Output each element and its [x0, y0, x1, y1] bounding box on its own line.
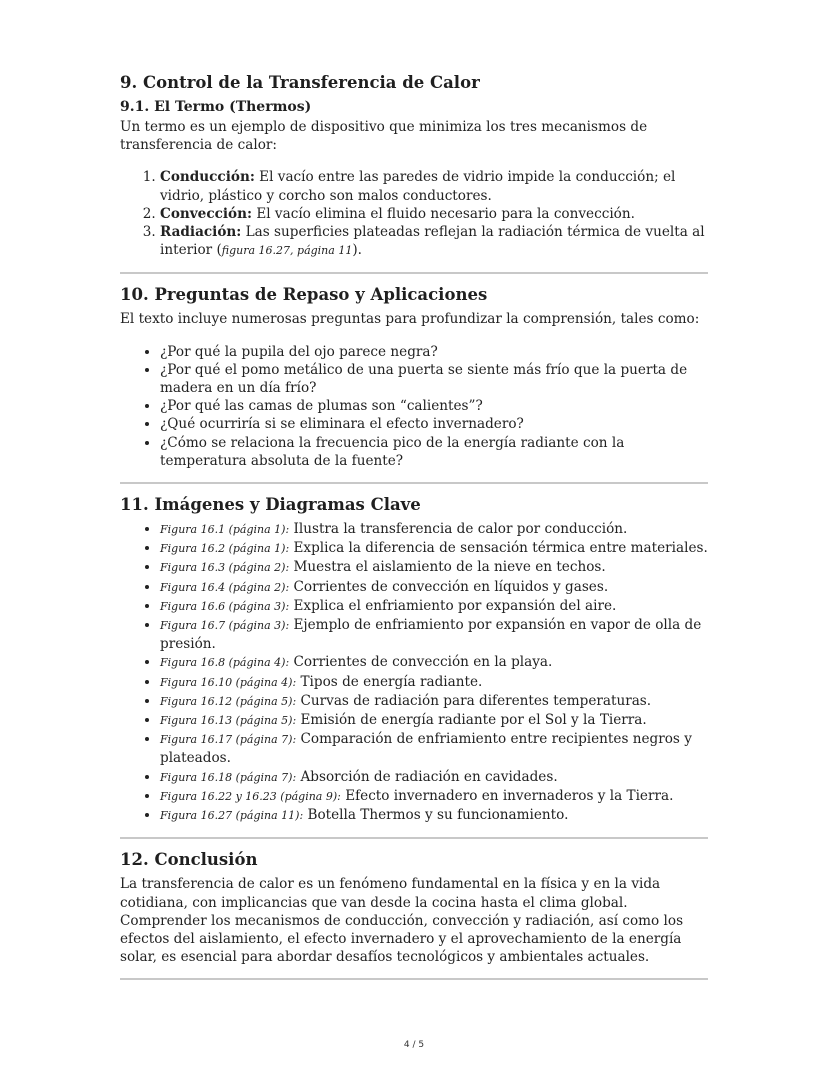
section-12	[120, 849, 708, 966]
figure-reference: Figura 16.27 (página 11):	[160, 809, 304, 823]
list-item	[160, 653, 708, 672]
list-item	[160, 768, 708, 787]
section-heading: 12. Conclusión	[120, 850, 258, 870]
list-item	[160, 692, 708, 711]
figure-reference: Figura 16.8 (página 4):	[160, 656, 290, 670]
item-text: Las superficies plateadas reflejan la radiación térmica de vuelta al interior (	[160, 224, 705, 259]
item-text: El vacío elimina el fluido necesario para la convección.	[252, 205, 635, 222]
item-label: Convección:	[160, 205, 253, 222]
item-text: Efecto invernadero en invernaderos y la Tierra.	[340, 787, 674, 804]
section-divider	[120, 978, 708, 980]
item-text: Muestra el aislamiento de la nieve en techos.	[289, 559, 606, 576]
paragraph: Un termo es un ejemplo de dispositivo que minimiza los tres mecanismos de transferencia de calor:	[120, 119, 648, 154]
item-text: Corrientes de convección en líquidos y gases.	[289, 578, 609, 595]
figure-reference: Figura 16.6 (página 3):	[160, 599, 290, 613]
section-heading: 10. Preguntas de Repaso y Aplicaciones	[120, 285, 488, 305]
figure-reference: Figura 16.13 (página 5):	[160, 714, 297, 728]
list-item	[160, 223, 708, 260]
figure-reference: Figura 16.18 (página 7):	[160, 770, 297, 784]
list-item	[160, 558, 708, 577]
figure-reference: Figura 16.22 y 16.23 (página 9):	[160, 789, 341, 803]
item-text: Tipos de energía radiante.	[296, 673, 483, 690]
figure-reference: Figura 16.1 (página 1):	[160, 523, 290, 537]
list-item	[160, 787, 708, 806]
list-item	[160, 520, 708, 539]
list-item	[160, 730, 708, 767]
list-item: • ¿Por qué las camas de plumas son “calientes”?	[160, 397, 708, 415]
list-item	[160, 168, 708, 204]
item-text: Absorción de radiación en cavidades.	[296, 768, 558, 785]
paragraph: La transferencia de calor es un fenómeno fundamental en la física y en la vida cotidiana, con implicancias que van desde la cocina hasta el clima global. Comprender los mecanismos de conducción, convección y radiación, así como los efectos del aislamiento, el efecto invernadero y el aprovechamiento de la energía solar, es esencial para abordar desafíos tecnológicos y ambientales actuales.	[120, 876, 684, 966]
figure-reference: Figura 16.2 (página 1):	[160, 542, 290, 556]
list-item	[160, 806, 708, 825]
list-item	[160, 578, 708, 597]
list-item	[160, 616, 708, 653]
section-9	[120, 72, 708, 260]
item-text: Curvas de radiación para diferentes temperaturas.	[296, 692, 652, 709]
item-text: Botella Thermos y su funcionamiento.	[303, 807, 569, 824]
figure-reference: Figura 16.7 (página 3):	[160, 619, 290, 633]
list-item: • ¿Por qué la pupila del ojo parece negra?	[160, 343, 708, 361]
item-text: Comparación de enfriamiento entre recipientes negros y plateados.	[160, 731, 692, 767]
figure-reference: Figura 16.3 (página 2):	[160, 561, 290, 575]
item-text: ).	[352, 242, 362, 259]
numbered-list	[120, 168, 708, 260]
section-10	[120, 284, 708, 470]
section-divider	[120, 272, 708, 274]
section-divider	[120, 482, 708, 484]
item-text: El vacío entre las paredes de vidrio impide la conducción; el vidrio, plástico y corcho son malos conductores.	[160, 169, 676, 204]
item-text: Explica la diferencia de sensación térmica entre materiales.	[289, 540, 708, 557]
section-heading: 9. Control de la Transferencia de Calor	[120, 73, 480, 92]
item-text: Corrientes de convección en la playa.	[289, 654, 553, 671]
figure-reference: Figura 16.4 (página 2):	[160, 580, 290, 594]
section-11	[120, 494, 708, 825]
figure-list	[120, 520, 708, 825]
figure-reference: figura 16.27, página 11	[221, 244, 353, 258]
figure-reference: Figura 16.10 (página 4):	[160, 675, 297, 689]
list-item	[160, 597, 708, 616]
item-label: Radiación:	[160, 224, 242, 241]
list-item: • ¿Qué ocurriría si se eliminara el efecto invernadero?	[160, 415, 708, 433]
list-item	[160, 711, 708, 730]
bullet-list	[120, 343, 708, 470]
item-text: Explica el enfriamiento por expansión del aire.	[289, 597, 617, 614]
list-item	[160, 673, 708, 692]
list-item: • ¿Por qué el pomo metálico de una puerta se siente más frío que la puerta de madera en un día frío?	[160, 361, 708, 397]
document-page	[120, 72, 708, 990]
list-item	[160, 205, 708, 223]
item-text: Emisión de energía radiante por el Sol y la Tierra.	[296, 712, 647, 729]
page-number: 4 / 5	[403, 1040, 425, 1050]
figure-reference: Figura 16.12 (página 5):	[160, 694, 297, 708]
item-label: Conducción:	[160, 169, 255, 186]
item-text: Ejemplo de enfriamiento por expansión en vapor de olla de presión.	[160, 617, 702, 653]
paragraph: El texto incluye numerosas preguntas para profundizar la comprensión, tales como:	[120, 311, 700, 328]
item-text: Ilustra la transferencia de calor por conducción.	[289, 521, 628, 538]
figure-reference: Figura 16.17 (página 7):	[160, 733, 297, 747]
section-divider	[120, 837, 708, 839]
list-item	[160, 539, 708, 558]
section-heading: 11. Imágenes y Diagramas Clave	[120, 495, 421, 515]
list-item: • ¿Cómo se relaciona la frecuencia pico de la energía radiante con la temperatura absoluta de la fuente?	[160, 434, 708, 470]
subsection-heading: 9.1. El Termo (Thermos)	[120, 99, 312, 115]
